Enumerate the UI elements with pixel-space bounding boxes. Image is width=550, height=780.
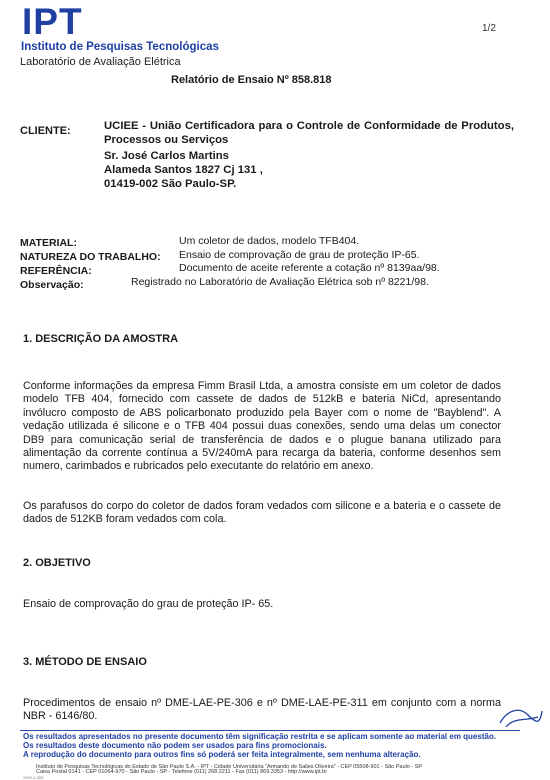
footer-code: 2002-1-003 <box>23 775 44 780</box>
footer-address-2: Caixa Postal 0141 - CEP 01064-970 - São Paulo - SP - Telefone (011) 268.2211 - Fax (011) 869.3353 - http://www.ipt.br <box>36 769 328 775</box>
client-contact: Sr. José Carlos Martins <box>104 150 229 162</box>
report-title: Relatório de Ensaio Nº 858.818 <box>171 74 332 86</box>
reference-value: Documento de aceite referente a cotação nº 8139aa/98. <box>179 262 440 274</box>
footer-address: Instituto de Pesquisas Tecnológicas do Estado de São Paulo S.A. - IPT - Cidade Universitária "Armando de Salles Oliveira" - CEP 05508-901 - São Paulo - SP <box>36 764 423 770</box>
section-3-paragraph: Procedimentos de ensaio nº DME-LAE-PE-306 e nº DME-LAE-PE-311 em conjunto com a norma NBR - 6146/80. <box>23 697 501 723</box>
client-label: CLIENTE: <box>20 125 71 137</box>
material-value: Um coletor de dados, modelo TFB404. <box>179 235 360 247</box>
nature-label: NATUREZA DO TRABALHO: <box>20 251 161 263</box>
lab-name: Laboratório de Avaliação Elétrica <box>20 56 181 68</box>
section-1-title: 1. DESCRIÇÃO DA AMOSTRA <box>23 333 179 345</box>
section-2-title: 2. OBJETIVO <box>23 557 91 569</box>
footer-note-1: Os resultados apresentados no presente documento têm significação restrita e se aplicam somente ao material em questão. <box>23 732 497 741</box>
section-3-title: 3. MÉTODO DE ENSAIO <box>23 656 147 668</box>
ipt-logo: IPT <box>22 1 83 42</box>
client-city: 01419-002 São Paulo-SP. <box>104 178 237 190</box>
client-name: UCIEE - União Certificadora para o Controle de Conformidade de Produtos, Processos ou Serviços <box>104 120 514 146</box>
observation-label: Observação: <box>20 279 84 291</box>
institute-name: Instituto de Pesquisas Tecnológicas <box>21 41 219 53</box>
observation-value: Registrado no Laboratório de Avaliação Elétrica sob nº 8221/98. <box>131 276 429 288</box>
client-address: Alameda Santos 1827 Cj 131 , <box>104 164 263 176</box>
reference-label: REFERÊNCIA: <box>20 265 92 277</box>
signature-mark <box>498 703 544 731</box>
page-number: 1/2 <box>482 23 496 34</box>
footer-divider <box>20 730 520 731</box>
section-2-paragraph: Ensaio de comprovação do grau de proteção IP- 65. <box>23 598 274 610</box>
footer-note-3: A reprodução do documento para outros fins só poderá ser feita integralmente, sem nenhuma alteração. <box>23 750 421 759</box>
nature-value: Ensaio de comprovação de grau de proteção IP-65. <box>179 249 420 261</box>
material-label: MATERIAL: <box>20 237 77 249</box>
section-1-paragraph-2: Os parafusos do corpo do coletor de dados foram vedados com silicone e a bateria e o cassete de dados de 512KB foram vedados com cola. <box>23 500 501 526</box>
section-1-paragraph-1: Conforme informações da empresa Fimm Brasil Ltda, a amostra consiste em um coletor de dados modelo TFB 404, fornecido com cassete de dados de 512kB e bateria NiCd, apresentando invólucro composto de ABS policarbonato produzido pela Bayer com o nome de "Bayblend". A vedação utilizada é silicone e o TFB 404 possui duas conexões, sendo uma delas um conector DB9 para comunicação serial de transferência de dados e o plugue banana utilizado para alimentação da corrente contínua a 5V/240mA para recarga da bateria, conforme desenhos sem numero, carimbados e rubricados pelo executante do relatório em anexo. <box>23 380 501 473</box>
footer-note-2: Os resultados deste documento não podem ser usados para fins promocionais. <box>23 741 327 750</box>
